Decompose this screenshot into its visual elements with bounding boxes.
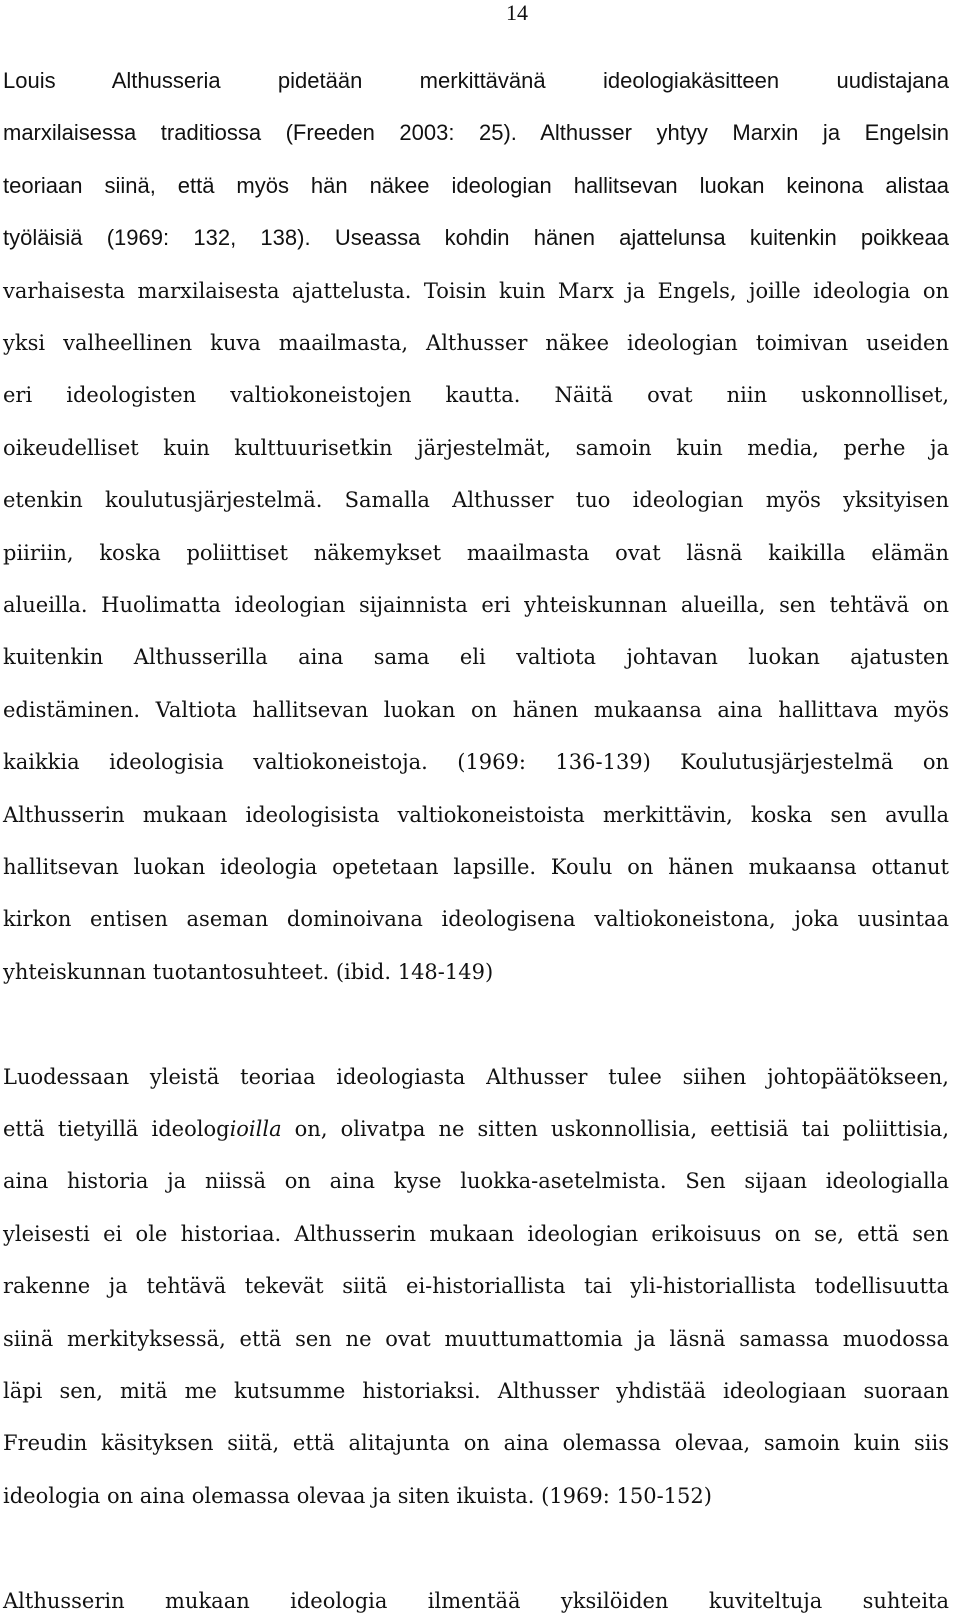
text-line: että tietyillä ideologioilla on, olivatpa ne sitten uskonnollisia, eettisiä tai poliittisia, [3,1117,949,1141]
text-line: varhaisesta marxilaisesta ajattelusta. Toisin kuin Marx ja Engels, joille ideologia on [3,278,949,303]
text-line: Louis Althusseria pidetään merkittävänä ideologiakäsitteen uudistajana [3,68,949,93]
text-line: Althusserin mukaan ideologia ilmentää yksilöiden kuviteltuja suhteita [3,1588,949,1613]
text-line: Freudin käsityksen siitä, että alitajunta on aina olemassa olevaa, samoin kuin siis [3,1431,949,1456]
text-line: alueilla. Huolimatta ideologian sijainnista eri yhteiskunnan alueilla, sen tehtävä on [3,593,949,617]
italic-fragment: ioilla [229,1117,282,1141]
text-line: yhteiskunnan tuotantosuhteet. (ibid. 148-149) [3,959,494,984]
text-line: ideologia on aina olemassa olevaa ja siten ikuista. (1969: 150-152) [3,1483,712,1508]
text-line: edistäminen. Valtiota hallitsevan luokan on hänen mukaansa aina hallittava myös [3,697,949,722]
text-line: teoriaan siinä, että myös hän näkee ideologian hallitsevan luokan keinona alistaa [3,172,949,198]
text-line: kirkon entisen aseman dominoivana ideologisena valtiokoneistona, joka uusintaa [3,907,949,932]
text-line: yleisesti ei ole historiaa. Althusserin mukaan ideologian erikoisuus on se, että sen [3,1221,949,1246]
text-line: marxilaisessa traditiossa (Freeden 2003: 25). Althusser yhtyy Marxin ja Engelsin [3,120,949,146]
text-line: eri ideologisten valtiokoneistojen kautta. Näitä ovat niin uskonnolliset, [3,383,949,408]
text-line: työläisiä (1969: 132, 138). Useassa kohdin hänen ajattelunsa kuitenkin poikkeaa [3,225,949,251]
page-number: 14 [506,0,528,25]
text-line: hallitsevan luokan ideologia opetetaan lapsille. Koulu on hänen mukaansa ottanut [3,855,949,879]
text-line: Althusserin mukaan ideologisista valtiokoneistoista merkittävin, koska sen avulla [3,802,949,827]
text-line: rakenne ja tehtävä tekevät siitä ei-historiallista tai yli-historiallista todellisuutta [3,1274,949,1299]
text-line: piiriin, koska poliittiset näkemykset maailmasta ovat läsnä kaikilla elämän [3,540,949,565]
text-line: kuitenkin Althusserilla aina sama eli valtiota johtavan luokan ajatusten [3,645,949,670]
text-line: läpi sen, mitä me kutsumme historiaksi. Althusser yhdistää ideologiaan suoraan [3,1379,949,1403]
text-line: aina historia ja niissä on aina kyse luokka-asetelmista. Sen sijaan ideologialla [3,1169,949,1194]
text-line: yksi valheellinen kuva maailmasta, Althusser näkee ideologian toimivan useiden [3,331,949,355]
text-line: kaikkia ideologisia valtiokoneistoja. (1969: 136-139) Koulutusjärjestelmä on [3,750,949,775]
text-line: oikeudelliset kuin kulttuurisetkin järjestelmät, samoin kuin media, perhe ja [3,435,949,460]
text-line: Luodessaan yleistä teoriaa ideologiasta Althusser tulee siihen johtopäätökseen, [3,1064,949,1089]
text-line: siinä merkityksessä, että sen ne ovat muuttumattomia ja läsnä samassa muodossa [3,1326,949,1351]
text-line: etenkin koulutusjärjestelmä. Samalla Althusser tuo ideologian myös yksityisen [3,488,949,513]
